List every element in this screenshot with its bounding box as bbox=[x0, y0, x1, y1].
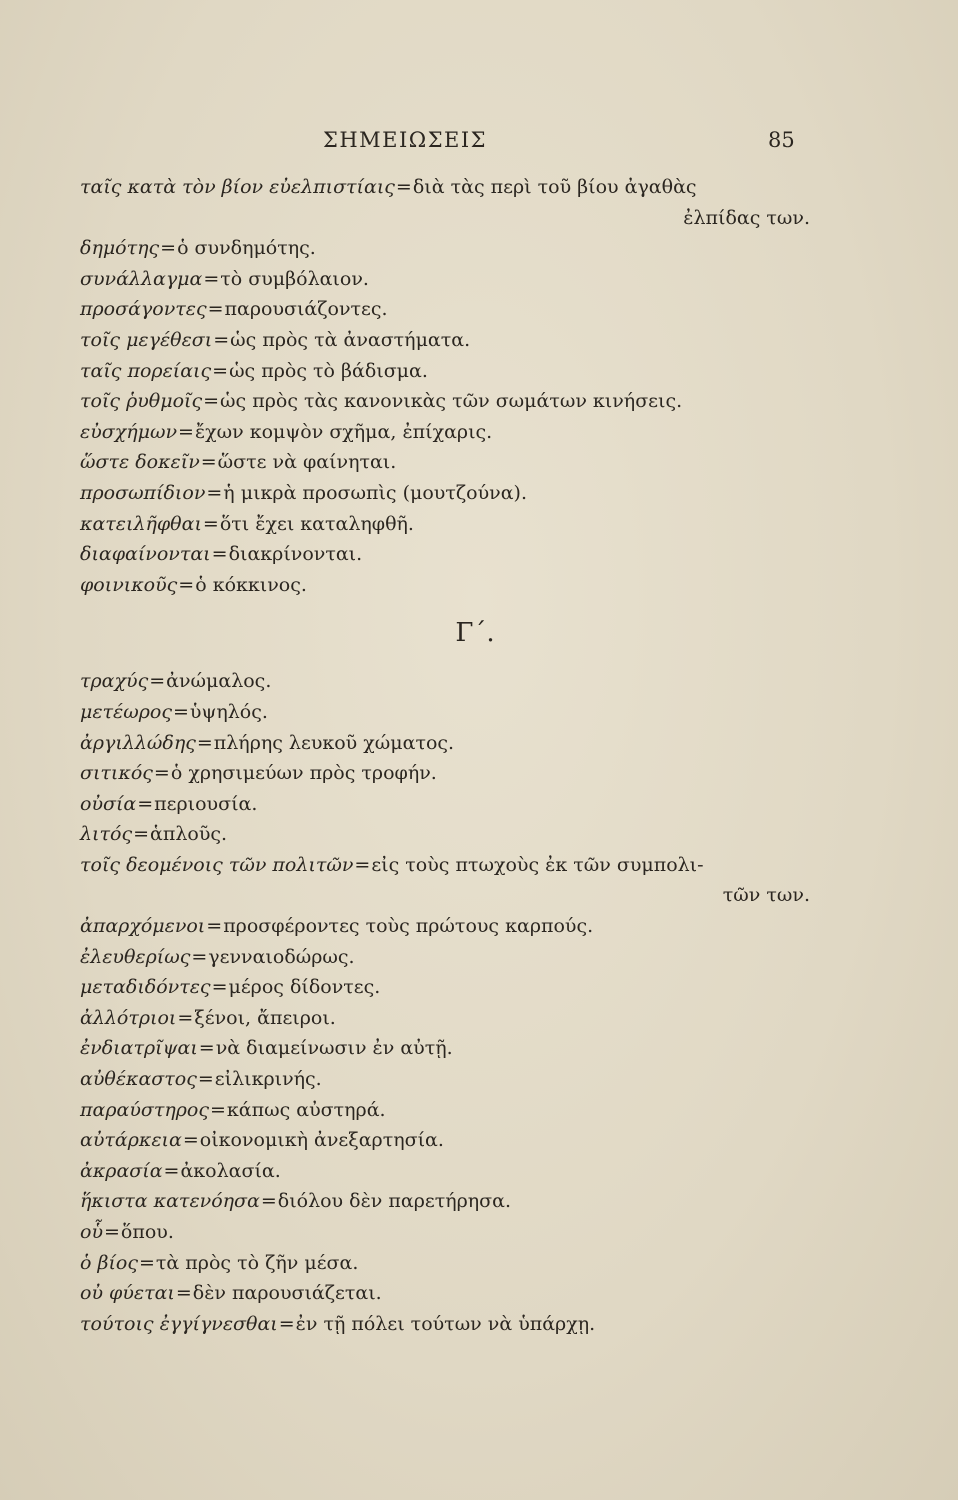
entry-gloss: νὰ διαμείνωσιν ἐν αὐτῇ. bbox=[215, 1037, 453, 1060]
entry-lemma: αὐθέκαστος bbox=[80, 1068, 197, 1091]
glossary-entry bbox=[80, 264, 810, 295]
entry-lemma: ταῖς πορείαις bbox=[80, 359, 212, 382]
glossary-entry bbox=[80, 942, 810, 973]
entry-gloss: τὰ πρὸς τὸ ζῆν μέσα. bbox=[155, 1251, 359, 1274]
glossary-entry bbox=[80, 447, 810, 478]
entry-lemma: προσάγοντες bbox=[80, 298, 207, 321]
glossary-entry bbox=[80, 1248, 810, 1279]
entry-lemma: ἐνδιατρῖψαι bbox=[80, 1037, 198, 1060]
entry-gloss: ἐν τῇ πόλει τούτων νὰ ὑπάρχῃ. bbox=[295, 1312, 596, 1335]
entry-lemma: ἐλευθερίως bbox=[80, 945, 191, 968]
entry-separator: = bbox=[175, 1282, 192, 1305]
section-heading: Γ΄. bbox=[455, 618, 495, 649]
entry-separator: = bbox=[104, 1221, 120, 1243]
entry-gloss: εἰλικρινής. bbox=[214, 1068, 322, 1091]
entry-gloss: ὅτι ἔχει καταληφθῆ. bbox=[219, 512, 414, 535]
entry-gloss: ὥστε νὰ φαίνηται. bbox=[217, 451, 397, 474]
glossary-entry bbox=[80, 386, 810, 417]
entry-separator: = bbox=[133, 823, 150, 846]
entry-separator: = bbox=[207, 298, 224, 321]
glossary-group-c bbox=[80, 666, 810, 1339]
entry-separator: = bbox=[139, 1251, 155, 1274]
glossary-entry bbox=[80, 789, 810, 820]
entry-lemma: ὁ βίος bbox=[80, 1251, 138, 1274]
glossary-entry bbox=[80, 850, 810, 881]
entry-gloss: ὡς πρὸς τὰ ἀναστήματα. bbox=[230, 328, 471, 351]
entry-separator: = bbox=[203, 267, 220, 290]
entry-continuation: ἐλπίδας των. bbox=[683, 206, 810, 229]
entry-gloss: δὲν παρουσιάζεται. bbox=[192, 1282, 382, 1305]
entry-gloss: ἁπλοῦς. bbox=[150, 823, 228, 846]
entry-lemma: τοῖς ῥυθμοῖς bbox=[80, 390, 203, 413]
entry-separator: = bbox=[137, 792, 154, 815]
entry-gloss: προσφέροντες τοὺς πρώτους καρπούς. bbox=[223, 915, 594, 938]
entry-separator: = bbox=[209, 1098, 226, 1121]
entry-lemma: οὐ φύεται bbox=[80, 1282, 175, 1305]
entry-lemma: τούτοις ἐγγίγνεσθαι bbox=[80, 1312, 278, 1335]
glossary-entry bbox=[80, 728, 810, 759]
glossary-entry bbox=[80, 356, 810, 387]
entry-gloss: ὁ κόκκινος. bbox=[195, 573, 307, 596]
entry-gloss: ἀκολασία. bbox=[180, 1159, 281, 1182]
entry-lemma: τοῖς δεομένοις τῶν πολιτῶν bbox=[80, 853, 354, 876]
entry-gloss: ὡς πρὸς τὰς κανονικὰς τῶν σωμάτων κινήσεις. bbox=[220, 390, 683, 413]
entry-gloss: ὅπου. bbox=[120, 1221, 174, 1243]
glossary-entry bbox=[80, 294, 810, 325]
entry-lemma: μεταδιδόντες bbox=[80, 976, 211, 999]
entry-lemma: ἀργιλλώδης bbox=[80, 731, 196, 754]
entry-lemma: μετέωρος bbox=[80, 700, 172, 723]
entry-separator: = bbox=[178, 420, 194, 443]
glossary-entry bbox=[80, 972, 810, 1003]
page-header bbox=[0, 128, 958, 162]
entry-lemma: παραύστηρος bbox=[80, 1098, 209, 1121]
entry-lemma: ταῖς κατὰ τὸν βίον εὐελπιστίαις bbox=[80, 176, 395, 198]
entry-separator: = bbox=[206, 915, 223, 938]
entry-separator: = bbox=[203, 390, 220, 413]
glossary-entry bbox=[80, 570, 810, 601]
entry-lemma: αὐτάρκεια bbox=[80, 1129, 182, 1152]
glossary-entry bbox=[80, 1278, 810, 1309]
entry-gloss: διὰ τὰς περὶ τοῦ βίου ἀγαθὰς bbox=[412, 176, 697, 198]
entry-gloss: οἰκονομικὴ ἀνεξαρτησία. bbox=[199, 1129, 444, 1152]
entry-gloss: εἰς τοὺς πτωχοὺς ἐκ τῶν συμπολι- bbox=[371, 853, 704, 876]
glossary-entry bbox=[80, 1064, 810, 1095]
glossary-entry bbox=[80, 1217, 810, 1248]
glossary-entry bbox=[80, 666, 810, 697]
running-head: ΣΗΜΕΙΩΣΕΙΣ bbox=[323, 128, 488, 152]
entry-separator: = bbox=[149, 670, 166, 693]
entry-lemma: φοινικοῦς bbox=[80, 573, 178, 596]
glossary-entry bbox=[80, 1033, 810, 1064]
entry-gloss: τὸ συμβόλαιον. bbox=[220, 267, 369, 290]
entry-gloss: ἡ μικρὰ προσωπὶς (μουτζούνα). bbox=[223, 481, 527, 504]
entry-separator: = bbox=[153, 762, 170, 785]
entry-lemma: ἀπαρχόμενοι bbox=[80, 915, 206, 938]
entry-lemma: ἀλλότριοι bbox=[80, 1006, 177, 1029]
entry-gloss: διόλου δὲν παρετήρησα. bbox=[277, 1190, 511, 1213]
entry-separator: = bbox=[177, 1006, 194, 1029]
entry-lemma: προσωπίδιον bbox=[80, 481, 206, 504]
glossary-entries bbox=[80, 172, 810, 1339]
page-number: 85 bbox=[768, 128, 795, 152]
entry-separator: = bbox=[202, 512, 219, 535]
entry-separator: = bbox=[211, 543, 228, 566]
entry-lemma: τραχύς bbox=[80, 670, 149, 693]
entry-lemma: δημότης bbox=[80, 237, 160, 260]
entry-lemma: κατειλῆφθαι bbox=[80, 512, 202, 535]
entry-separator: = bbox=[354, 853, 371, 876]
glossary-group-b bbox=[80, 172, 810, 600]
entry-gloss: ὁ χρησιμεύων πρὸς τροφήν. bbox=[170, 762, 437, 785]
entry-separator: = bbox=[182, 1129, 199, 1152]
entry-separator: = bbox=[213, 328, 230, 351]
glossary-entry bbox=[80, 1186, 810, 1217]
entry-gloss: ὡς πρὸς τὸ βάδισμα. bbox=[229, 359, 428, 382]
glossary-entry bbox=[80, 233, 810, 264]
entry-separator: = bbox=[278, 1312, 295, 1335]
entry-separator: = bbox=[173, 700, 189, 723]
entry-separator: = bbox=[211, 976, 228, 999]
glossary-entry bbox=[80, 325, 810, 356]
entry-gloss: κάπως αὐστηρά. bbox=[226, 1098, 386, 1121]
entry-separator: = bbox=[163, 1159, 180, 1182]
glossary-entry bbox=[80, 911, 810, 942]
entry-separator: = bbox=[212, 359, 229, 382]
entry-continuation: τῶν των. bbox=[722, 884, 810, 907]
entry-lemma: σιτικός bbox=[80, 762, 153, 785]
entry-lemma: ἀκρασία bbox=[80, 1159, 163, 1182]
entry-separator: = bbox=[197, 1068, 214, 1091]
entry-separator: = bbox=[191, 945, 208, 968]
glossary-entry bbox=[80, 478, 810, 509]
entry-gloss: πλήρης λευκοῦ χώματος. bbox=[213, 731, 455, 754]
glossary-entry bbox=[80, 1125, 810, 1156]
entry-lemma: ὥστε δοκεῖν bbox=[80, 451, 200, 474]
glossary-entry bbox=[80, 172, 810, 203]
entry-lemma: λιτός bbox=[80, 823, 133, 846]
glossary-entry bbox=[80, 1309, 810, 1340]
glossary-entry bbox=[80, 819, 810, 850]
glossary-entry bbox=[80, 509, 810, 540]
glossary-entry bbox=[80, 1095, 810, 1126]
entry-lemma: ἥκιστα κατενόησα bbox=[80, 1190, 260, 1213]
entry-gloss: ξένοι, ἄπειροι. bbox=[194, 1006, 336, 1029]
entry-separator: = bbox=[198, 1037, 215, 1060]
entry-gloss: ἀνώμαλος. bbox=[166, 670, 272, 693]
glossary-entry bbox=[80, 697, 810, 728]
entry-separator: = bbox=[260, 1190, 277, 1213]
glossary-entry bbox=[80, 417, 810, 448]
entry-lemma: διαφαίνονται bbox=[80, 543, 211, 566]
entry-separator: = bbox=[160, 237, 177, 260]
entry-lemma: οὗ bbox=[80, 1221, 103, 1243]
glossary-entry bbox=[80, 1156, 810, 1187]
entry-gloss: γενναιοδώρως. bbox=[208, 945, 355, 968]
entry-gloss: ἔχων κομψὸν σχῆμα, ἐπίχαρις. bbox=[194, 420, 493, 443]
entry-separator: = bbox=[178, 573, 195, 596]
entry-separator: = bbox=[200, 451, 217, 474]
entry-separator: = bbox=[395, 176, 412, 198]
entry-gloss: περιουσία. bbox=[154, 792, 258, 815]
entry-lemma: συνάλλαγμα bbox=[80, 267, 203, 290]
entry-separator: = bbox=[206, 481, 223, 504]
entry-gloss: ὑψηλός. bbox=[189, 700, 268, 723]
entry-gloss: παρουσιάζοντες. bbox=[224, 298, 388, 321]
entry-lemma: εὐσχήμων bbox=[80, 420, 178, 443]
glossary-entry bbox=[80, 1003, 810, 1034]
entry-lemma: τοῖς μεγέθεσι bbox=[80, 328, 213, 351]
entry-gloss: διακρίνονται. bbox=[228, 543, 363, 566]
glossary-entry bbox=[80, 758, 810, 789]
entry-gloss: ὁ συνδημότης. bbox=[177, 237, 316, 260]
entry-separator: = bbox=[196, 731, 213, 754]
glossary-entry bbox=[80, 539, 810, 570]
entry-gloss: μέρος δίδοντες. bbox=[228, 976, 381, 999]
entry-lemma: οὐσία bbox=[80, 792, 137, 815]
